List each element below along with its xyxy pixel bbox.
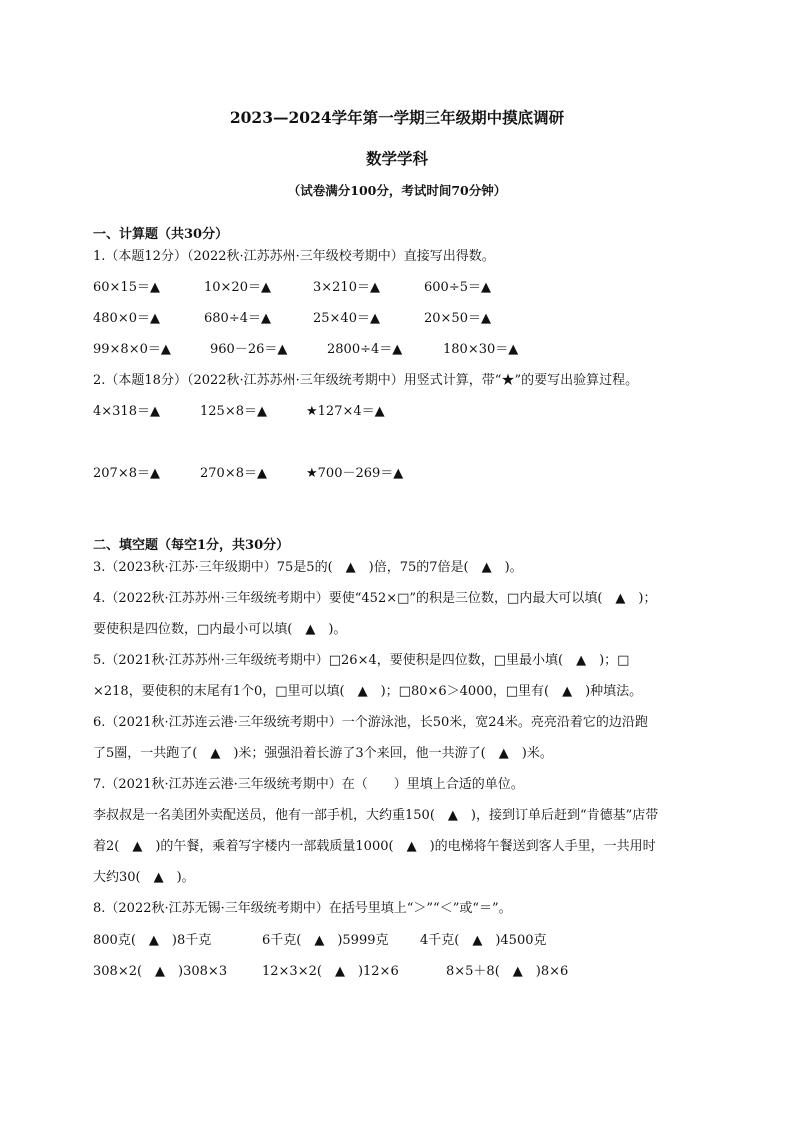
q8-item: 12×3×2( ▲ )12×6 — [262, 964, 399, 979]
question-4: 4.（2022秋·江苏苏州·三年级统考期中）要使“452×□”的积是三位数，□内最大可以填( ▲ )； — [93, 591, 657, 606]
q8-row-1 — [93, 931, 733, 951]
q2-item: 4×318＝▲ — [93, 404, 160, 419]
question-4-cont: 要使积是四位数，□内最小可以填( ▲ )。 — [93, 622, 347, 637]
q8-item: 6千克( ▲ )5999克 — [262, 933, 389, 948]
question-7-line-2: 着2( ▲ )的午餐，乘着写字楼内一部载质量1000( ▲ )的电梯将午餐送到客人手里，一共用时 — [93, 839, 656, 854]
question-2: 2.（本题18分）（2022秋·江苏苏州·三年级统考期中）用竖式计算，带“★”的要写出验算过程。 — [93, 373, 639, 388]
q2-item: 207×8＝▲ — [93, 466, 160, 481]
question-3: 3.（2023秋·江苏·三年级期中）75是5的( ▲ )倍，75的7倍是( ▲ )。 — [93, 560, 523, 575]
q1-item: 2800÷4＝▲ — [327, 342, 403, 357]
exam-note: （试卷满分100分，考试时间70分钟） — [287, 183, 507, 198]
q8-item: 4千克( ▲ )4500克 — [420, 933, 547, 948]
section-2-heading: 二、填空题（每空1分，共30分） — [93, 538, 290, 553]
question-7-line-3: 大约30( ▲ )。 — [93, 870, 195, 885]
question-8: 8.（2022秋·江苏无锡·三年级统考期中）在括号里填上“＞”“＜”或“＝”。 — [93, 901, 512, 916]
question-6-cont: 了5圈，一共跑了( ▲ )米；强强沿着长游了3个来回，他一共游了( ▲ )米。 — [93, 746, 553, 761]
q8-item: 8×5＋8( ▲ )8×6 — [446, 964, 569, 979]
q1-item: 180×30＝▲ — [443, 342, 519, 357]
q2-row-2 — [93, 464, 733, 484]
q1-item: 480×0＝▲ — [93, 311, 160, 326]
q8-item: 800克( ▲ )8千克 — [93, 933, 212, 948]
q8-item: 308×2( ▲ )308×3 — [93, 964, 228, 979]
q1-item: 680÷4＝▲ — [204, 311, 271, 326]
q1-row-1 — [93, 278, 733, 298]
q2-row-1 — [93, 402, 733, 422]
question-1: 1.（本题12分）（2022秋·江苏苏州·三年级校考期中）直接写出得数。 — [93, 249, 495, 264]
q2-item: 125×8＝▲ — [200, 404, 267, 419]
q2-item: ★127×4＝▲ — [306, 404, 385, 419]
section-1-heading: 一、计算题（共30分） — [93, 227, 229, 242]
question-7: 7.（2021秋·江苏连云港·三年级统考期中）在（ ）里填上合适的单位。 — [93, 777, 524, 792]
q2-item: 270×8＝▲ — [200, 466, 267, 481]
q1-item: 60×15＝▲ — [93, 280, 160, 295]
q1-item: 10×20＝▲ — [204, 280, 271, 295]
q1-item: 960－26＝▲ — [210, 342, 288, 357]
q1-row-3 — [93, 340, 733, 360]
q1-item: 3×210＝▲ — [313, 280, 380, 295]
question-7-line-1: 李叔叔是一名美团外卖配送员，他有一部手机，大约重150( ▲ )，接到订单后赶到“肯德基”店带 — [93, 808, 659, 823]
subject-title: 数学学科 — [365, 149, 428, 168]
question-6: 6.（2021秋·江苏连云港·三年级统考期中）一个游泳池，长50米，宽24米。亮亮沿着它的边沿跑 — [93, 715, 648, 730]
q1-item: 20×50＝▲ — [424, 311, 491, 326]
q1-item: 99×8×0＝▲ — [93, 342, 171, 357]
q1-item: 25×40＝▲ — [313, 311, 380, 326]
question-5: 5.（2021秋·江苏苏州·三年级统考期中）□26×4，要使积是四位数，□里最小填( ▲ )；□ — [93, 653, 630, 668]
q8-row-2 — [93, 962, 733, 982]
q2-item: ★700－269＝▲ — [306, 466, 404, 481]
exam-title: 2023—2024学年第一学期三年级期中摸底调研 — [229, 108, 565, 127]
q1-item: 600÷5＝▲ — [424, 280, 491, 295]
q1-row-2 — [93, 309, 733, 329]
question-5-cont: ×218，要使积的末尾有1个0，□里可以填( ▲ )；□80×6＞4000，□里有( ▲ )种填法。 — [93, 684, 643, 699]
